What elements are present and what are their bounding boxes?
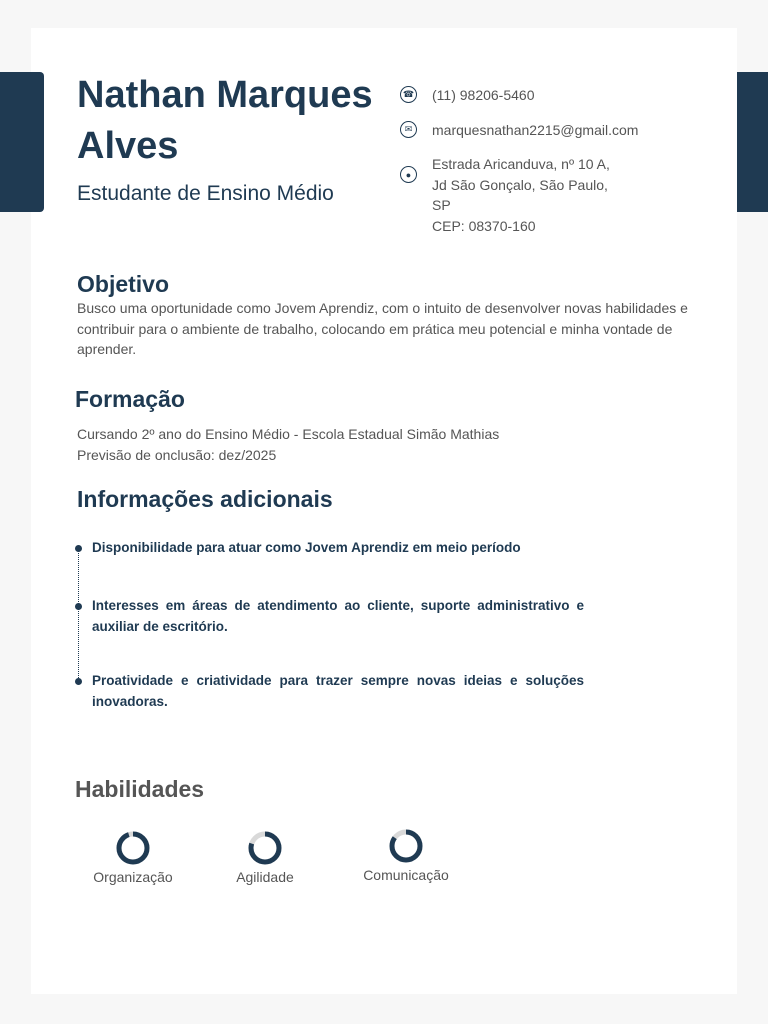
info-item: Disponibilidade para atuar como Jovem Aprendiz em meio período bbox=[92, 540, 521, 555]
email-text: marquesnathan2215@gmail.com bbox=[432, 122, 639, 138]
full-name: Nathan Marques Alves bbox=[77, 74, 373, 167]
skill-organizacao bbox=[63, 831, 203, 885]
job-title: Estudante de Ensino Médio bbox=[77, 182, 334, 205]
skill-label: Agilidade bbox=[236, 869, 294, 885]
skill-ring bbox=[248, 831, 282, 865]
address-cep: CEP: 08370-160 bbox=[432, 217, 536, 234]
skill-label: Comunicação bbox=[363, 867, 449, 883]
decorative-bar-left bbox=[0, 72, 44, 212]
section-title-objetivo: Objetivo bbox=[77, 271, 170, 297]
bullet-dot bbox=[75, 678, 82, 685]
bullet-dot bbox=[75, 545, 82, 552]
skill-label: Organização bbox=[93, 869, 173, 885]
objetivo-text: Busco uma oportunidade como Jovem Aprendiz, com o intuito de desenvolver novas habilidades e contribuir para o ambiente de trabalho, colocando em prática meu potencial e minha vontade de aprender. bbox=[77, 300, 688, 357]
skill-ring bbox=[116, 831, 150, 865]
decorative-bar-right bbox=[737, 72, 768, 212]
bullet-dot bbox=[75, 603, 82, 610]
phone-icon: ☎ bbox=[400, 86, 417, 103]
contact-address bbox=[400, 154, 612, 236]
formacao-text bbox=[77, 424, 499, 465]
contact-email bbox=[400, 120, 672, 141]
formacao-line: Previsão de onclusão: dez/2025 bbox=[77, 446, 277, 463]
section-title-habilidades: Habilidades bbox=[75, 776, 205, 802]
section-title-formacao: Formação bbox=[75, 386, 185, 412]
address-text bbox=[432, 154, 612, 236]
skill-comunicacao bbox=[336, 829, 476, 883]
phone-text: (11) 98206-5460 bbox=[432, 87, 535, 103]
contact-phone bbox=[400, 85, 612, 106]
location-pin-icon: ● bbox=[400, 166, 417, 183]
skill-ring bbox=[389, 829, 423, 863]
info-item: Interesses em áreas de atendimento ao cliente, suporte administrativo e auxiliar de escritório. bbox=[92, 598, 584, 634]
skill-agilidade bbox=[195, 831, 335, 885]
info-item: Proatividade e criatividade para trazer sempre novas ideias e soluções inovadoras. bbox=[92, 673, 584, 709]
mail-icon: ✉ bbox=[400, 121, 417, 138]
address-street: Estrada Aricanduva, nº 10 A, Jd São Gonçalo, São Paulo, SP bbox=[432, 156, 610, 213]
formacao-line: Cursando 2º ano do Ensino Médio - Escola Estadual Simão Mathias bbox=[77, 426, 500, 442]
timeline-line bbox=[78, 548, 79, 682]
section-title-informacoes: Informações adicionais bbox=[77, 486, 333, 512]
